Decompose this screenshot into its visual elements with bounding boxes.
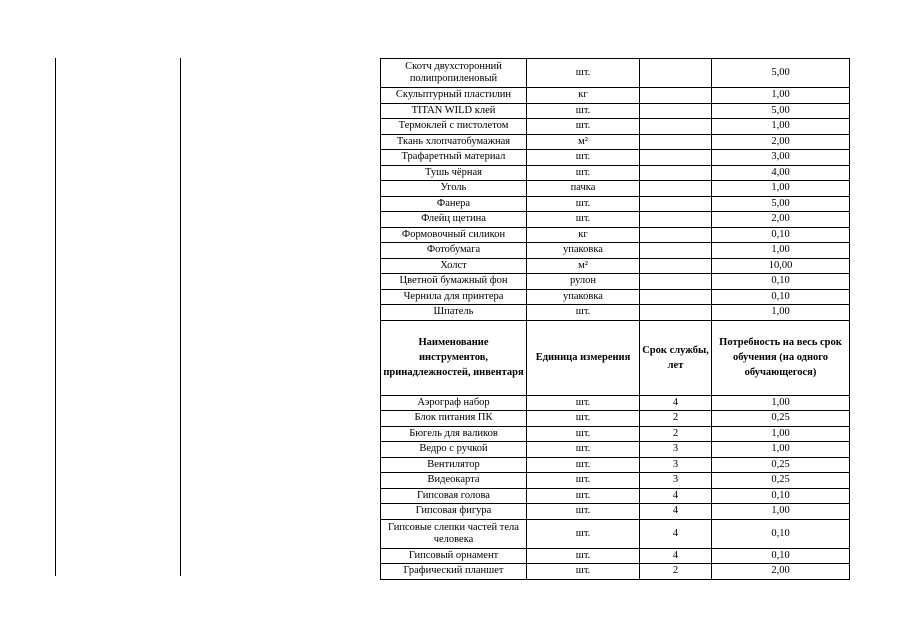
cell-need: 0,10: [712, 227, 850, 243]
cell-need: 5,00: [712, 196, 850, 212]
cell-service: 3: [640, 442, 712, 458]
table-row: [381, 548, 850, 564]
cell-service: 4: [640, 488, 712, 504]
cell-need: 0,25: [712, 411, 850, 427]
cell-service: 2: [640, 426, 712, 442]
table-row: [381, 243, 850, 259]
table-row: [381, 473, 850, 489]
left-margin-line-2: [180, 58, 181, 576]
header-unit: Единица измерения: [527, 320, 640, 395]
cell-name: Формовочный силикон: [381, 227, 527, 243]
cell-service: 4: [640, 548, 712, 564]
cell-need: 0,10: [712, 289, 850, 305]
table-row: [381, 457, 850, 473]
cell-need: 0,25: [712, 473, 850, 489]
cell-name: TITAN WILD клей: [381, 103, 527, 119]
cell-name: Цветной бумажный фон: [381, 274, 527, 290]
cell-name: Гипсовая голова: [381, 488, 527, 504]
cell-unit: шт.: [527, 103, 640, 119]
cell-service: [640, 119, 712, 135]
cell-unit: шт.: [527, 473, 640, 489]
cell-need: 2,00: [712, 134, 850, 150]
cell-name: Фанера: [381, 196, 527, 212]
cell-service: 4: [640, 395, 712, 411]
cell-unit: шт.: [527, 212, 640, 228]
table-row: [381, 289, 850, 305]
cell-service: [640, 103, 712, 119]
table-row: [381, 274, 850, 290]
cell-unit: шт.: [527, 150, 640, 166]
cell-service: [640, 134, 712, 150]
table-row: [381, 488, 850, 504]
cell-name: Уголь: [381, 181, 527, 197]
tools-header-row: [381, 320, 850, 395]
table-row: [381, 150, 850, 166]
table-row: [381, 103, 850, 119]
cell-name: Фотобумага: [381, 243, 527, 259]
cell-need: 4,00: [712, 165, 850, 181]
cell-need: 1,00: [712, 426, 850, 442]
cell-need: 0,25: [712, 457, 850, 473]
cell-unit: упаковка: [527, 243, 640, 259]
cell-need: 1,00: [712, 305, 850, 321]
cell-service: [640, 181, 712, 197]
cell-need: 1,00: [712, 442, 850, 458]
table-row: [381, 395, 850, 411]
cell-name: Бюгель для валиков: [381, 426, 527, 442]
cell-unit: кг: [527, 227, 640, 243]
cell-service: [640, 165, 712, 181]
cell-need: 10,00: [712, 258, 850, 274]
cell-service: 2: [640, 564, 712, 580]
cell-need: 1,00: [712, 119, 850, 135]
cell-service: [640, 212, 712, 228]
cell-service: 4: [640, 519, 712, 548]
cell-unit: шт.: [527, 564, 640, 580]
table-row: [381, 119, 850, 135]
table-row: [381, 196, 850, 212]
table-row: [381, 88, 850, 104]
cell-need: 0,10: [712, 274, 850, 290]
cell-unit: шт.: [527, 426, 640, 442]
cell-unit: шт.: [527, 165, 640, 181]
cell-unit: шт.: [527, 119, 640, 135]
cell-name: Холст: [381, 258, 527, 274]
cell-name: Скотч двухсторонний полипропиленовый: [381, 59, 527, 88]
cell-service: [640, 196, 712, 212]
cell-need: 1,00: [712, 395, 850, 411]
table-row: [381, 564, 850, 580]
cell-unit: шт.: [527, 519, 640, 548]
cell-unit: шт.: [527, 411, 640, 427]
table-row: [381, 212, 850, 228]
left-margin-line: [55, 58, 56, 576]
table-row: [381, 181, 850, 197]
cell-name: Термоклей с пистолетом: [381, 119, 527, 135]
cell-unit: м²: [527, 258, 640, 274]
cell-name: Ведро с ручкой: [381, 442, 527, 458]
table-row: [381, 59, 850, 88]
cell-service: [640, 274, 712, 290]
table-row: [381, 134, 850, 150]
cell-unit: шт.: [527, 504, 640, 520]
cell-name: Гипсовая фигура: [381, 504, 527, 520]
table-row: [381, 442, 850, 458]
table-row: [381, 519, 850, 548]
cell-service: [640, 243, 712, 259]
cell-service: [640, 88, 712, 104]
cell-name: Трафаретный материал: [381, 150, 527, 166]
cell-name: Флейц щетина: [381, 212, 527, 228]
cell-name: Графический планшет: [381, 564, 527, 580]
cell-service: [640, 289, 712, 305]
cell-need: 2,00: [712, 212, 850, 228]
cell-need: 5,00: [712, 59, 850, 88]
table-row: [381, 426, 850, 442]
cell-service: [640, 59, 712, 88]
table-row: [381, 227, 850, 243]
cell-unit: шт.: [527, 305, 640, 321]
cell-need: 1,00: [712, 504, 850, 520]
table-row: [381, 411, 850, 427]
cell-unit: шт.: [527, 488, 640, 504]
cell-service: [640, 258, 712, 274]
cell-service: [640, 305, 712, 321]
cell-name: Гипсовые слепки частей тела человека: [381, 519, 527, 548]
cell-name: Ткань хлопчатобумажная: [381, 134, 527, 150]
cell-unit: кг: [527, 88, 640, 104]
cell-name: Тушь чёрная: [381, 165, 527, 181]
cell-unit: шт.: [527, 395, 640, 411]
cell-unit: шт.: [527, 442, 640, 458]
cell-need: 1,00: [712, 243, 850, 259]
cell-unit: шт.: [527, 548, 640, 564]
table-row: [381, 258, 850, 274]
tools-section: [381, 395, 850, 579]
table-row: [381, 504, 850, 520]
materials-tools-table: [380, 58, 850, 580]
cell-name: Блок питания ПК: [381, 411, 527, 427]
cell-service: [640, 227, 712, 243]
cell-unit: пачка: [527, 181, 640, 197]
cell-need: 5,00: [712, 103, 850, 119]
table-row: [381, 305, 850, 321]
cell-name: Аэрограф набор: [381, 395, 527, 411]
cell-need: 3,00: [712, 150, 850, 166]
materials-section: [381, 59, 850, 321]
header-service-life: Срок службы, лет: [640, 320, 712, 395]
table-row: [381, 165, 850, 181]
tools-header-section: [381, 320, 850, 395]
cell-unit: шт.: [527, 196, 640, 212]
cell-unit: м²: [527, 134, 640, 150]
cell-unit: шт.: [527, 59, 640, 88]
cell-name: Вентилятор: [381, 457, 527, 473]
cell-name: Гипсовый орнамент: [381, 548, 527, 564]
cell-service: 3: [640, 457, 712, 473]
cell-need: 1,00: [712, 88, 850, 104]
cell-need: 2,00: [712, 564, 850, 580]
cell-service: 2: [640, 411, 712, 427]
cell-service: [640, 150, 712, 166]
cell-unit: рулон: [527, 274, 640, 290]
cell-need: 0,10: [712, 548, 850, 564]
cell-need: 0,10: [712, 519, 850, 548]
cell-need: 0,10: [712, 488, 850, 504]
cell-unit: упаковка: [527, 289, 640, 305]
cell-name: Видеокарта: [381, 473, 527, 489]
cell-service: 3: [640, 473, 712, 489]
cell-service: 4: [640, 504, 712, 520]
cell-name: Чернила для принтера: [381, 289, 527, 305]
header-name: Наименование инструментов, принадлежностей, инвентаря: [381, 320, 527, 395]
header-need: Потребность на весь срок обучения (на одного обучающегося): [712, 320, 850, 395]
cell-name: Скульптурный пластилин: [381, 88, 527, 104]
cell-need: 1,00: [712, 181, 850, 197]
cell-name: Шпатель: [381, 305, 527, 321]
cell-unit: шт.: [527, 457, 640, 473]
